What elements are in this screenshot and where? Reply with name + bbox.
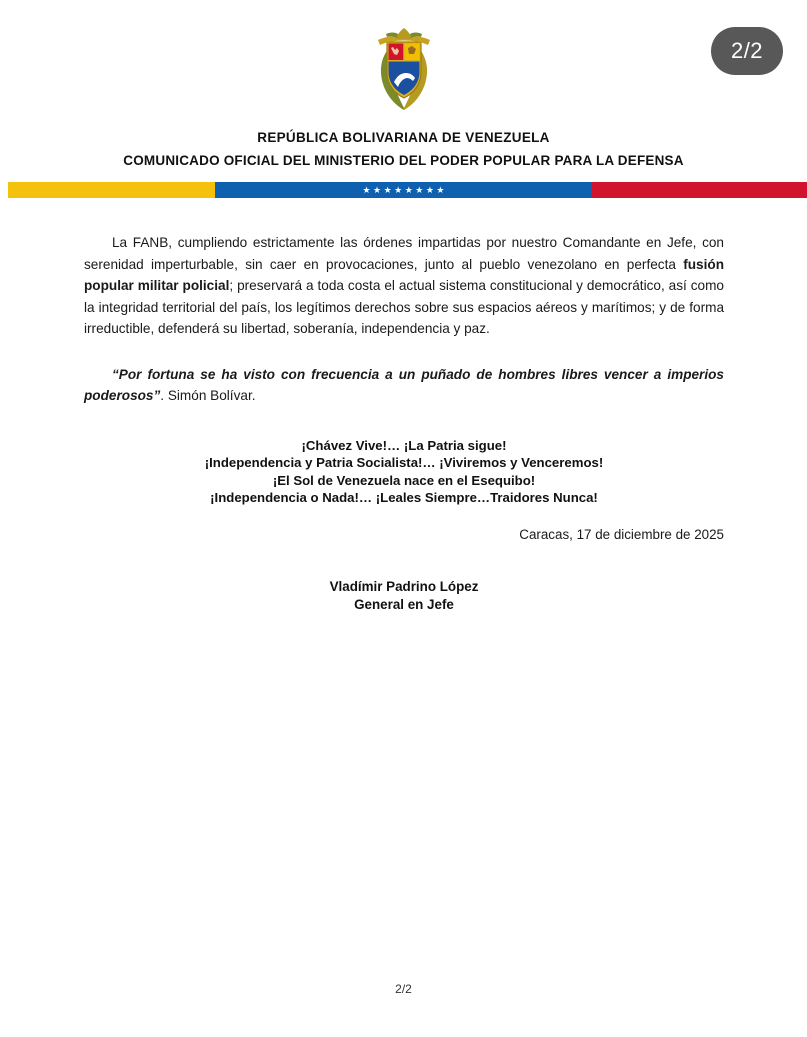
quote-text: “Por fortuna se ha visto con frecuencia a un puñado de hombres libres vencer a imperios poderosos” — [84, 366, 724, 403]
flag-stars: ★ ★ ★ ★ ★ ★ ★ ★ — [362, 184, 445, 195]
paragraph-part-1: La FANB, cumpliendo estrictamente las órdenes impartidas por nuestro Comandante en Jefe, con serenidad imperturbable, sin caer en provocaciones, junto al pueblo venezolano en perfecta — [84, 235, 724, 272]
flag-bar-left-edge — [0, 182, 8, 198]
page-counter-badge: 2/2 — [711, 27, 783, 75]
flag-bar-yellow — [0, 182, 215, 198]
signer-rank: General en Jefe — [354, 596, 454, 612]
bolivar-quote — [84, 364, 724, 407]
signer-name: Vladímir Padrino López — [329, 578, 479, 594]
document-body — [84, 232, 724, 614]
paragraph-fanb — [84, 232, 724, 340]
paragraph-emphasis: fusión popular militar policial — [84, 256, 724, 293]
paragraph-part-2: ; preservará a toda costa el actual sistema constitucional y democrático, así como la integridad territorial del país, los legítimos derechos sobre sus espacios aéreos y marítimos; y de forma irreductible, defenderá su libertad, soberanía, independencia y paz. — [84, 278, 724, 336]
header-line-ministry: COMUNICADO OFICIAL DEL MINISTERIO DEL PODER POPULAR PARA LA DEFENSA — [123, 153, 684, 168]
slogan-line: ¡El Sol de Venezuela nace en el Esequibo! — [272, 472, 536, 488]
slogan-line: ¡Independencia o Nada!… ¡Leales Siempre…Traidores Nunca! — [210, 490, 598, 505]
header-line-country: REPÚBLICA BOLIVARIANA DE VENEZUELA — [257, 130, 550, 145]
flag-bar-red — [592, 182, 807, 198]
flag-bar-blue — [215, 182, 593, 198]
coat-of-arms-icon — [364, 24, 444, 116]
document-header — [0, 130, 807, 168]
slogans-block — [84, 437, 724, 507]
page-footer: 2/2 — [395, 982, 412, 996]
quote-attribution: . Simón Bolívar. — [160, 388, 256, 403]
flag-bar — [0, 182, 807, 198]
slogan-line: ¡Chávez Vive!… ¡La Patria sigue! — [301, 437, 507, 453]
slogan-line: ¡Independencia y Patria Socialista!… ¡Viviremos y Venceremos! — [204, 455, 604, 470]
crest-container — [0, 24, 807, 116]
signature-block — [84, 578, 724, 614]
place-and-date: Caracas, 17 de diciembre de 2025 — [519, 526, 724, 542]
